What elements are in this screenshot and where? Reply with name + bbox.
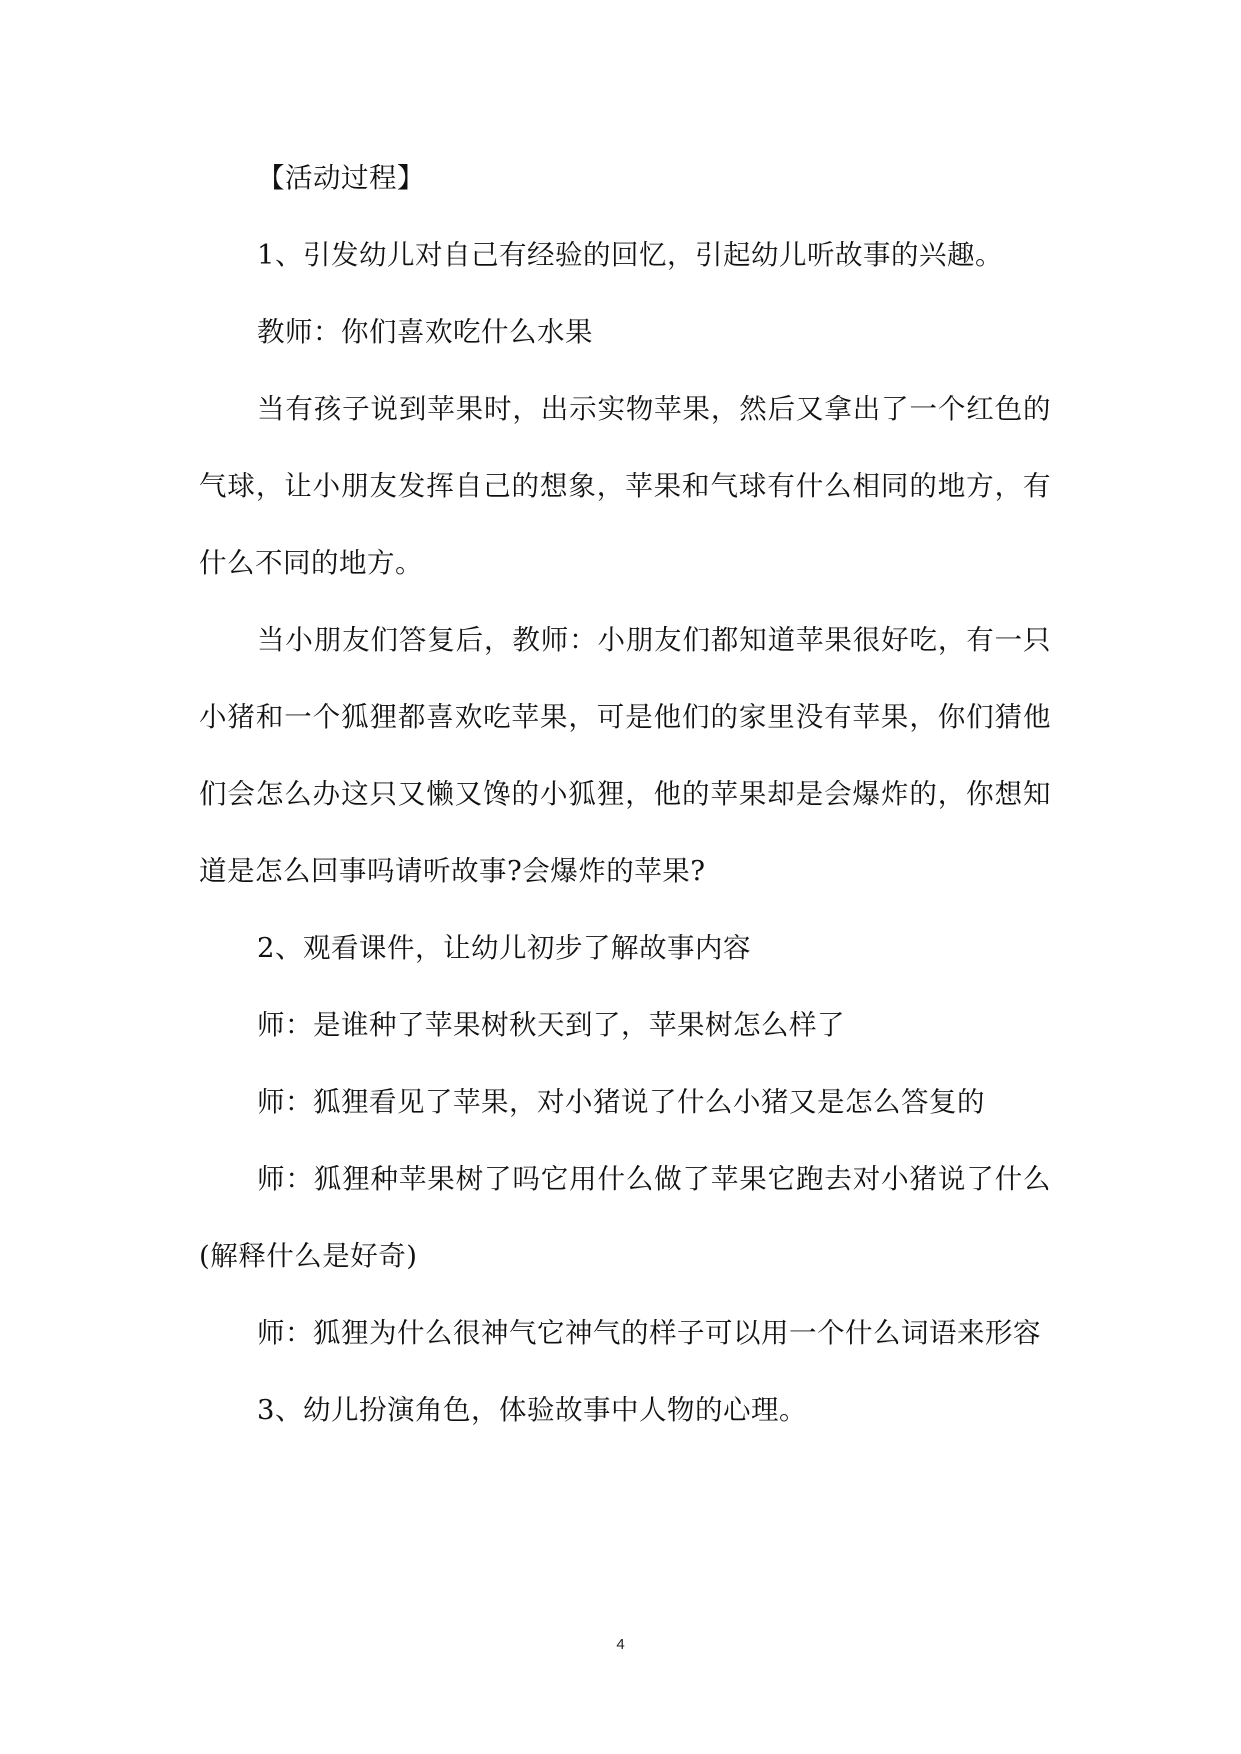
paragraph: 教师：你们喜欢吃什么水果 bbox=[257, 316, 593, 348]
paragraph: 当有孩子说到苹果时，出示实物苹果，然后又拿出了一个红色的气球，让小朋友发挥自己的想象，苹果和气球有什么相同的地方，有什么不同的地方。 bbox=[199, 393, 1051, 579]
paragraph: 2、观看课件，让幼儿初步了解故事内容 bbox=[257, 932, 751, 964]
paragraph: 3、幼儿扮演角色，体验故事中人物的心理。 bbox=[257, 1394, 807, 1426]
section-heading: 【活动过程】 bbox=[257, 162, 425, 194]
paragraph: 当小朋友们答复后，教师：小朋友们都知道苹果很好吃，有一只小猪和一个狐狸都喜欢吃苹果，可是他们的家里没有苹果，你们猜他们会怎么办这只又懒又馋的小狐狸，他的苹果却是会爆炸的，你想知道是怎么回事吗请听故事?会爆炸的苹果? bbox=[199, 624, 1051, 887]
paragraph: 师：狐狸种苹果树了吗它用什么做了苹果它跑去对小猪说了什么(解释什么是好奇) bbox=[199, 1163, 1051, 1272]
document-body bbox=[199, 140, 1051, 1449]
paragraph: 师：是谁种了苹果树秋天到了，苹果树怎么样了 bbox=[257, 1009, 845, 1041]
paragraph: 1、引发幼儿对自己有经验的回忆，引起幼儿听故事的兴趣。 bbox=[257, 239, 1003, 271]
paragraph: 师：狐狸看见了苹果，对小猪说了什么小猪又是怎么答复的 bbox=[257, 1086, 985, 1118]
paragraph: 师：狐狸为什么很神气它神气的样子可以用一个什么词语来形容 bbox=[257, 1317, 1041, 1349]
page-number: 4 bbox=[616, 1636, 625, 1653]
